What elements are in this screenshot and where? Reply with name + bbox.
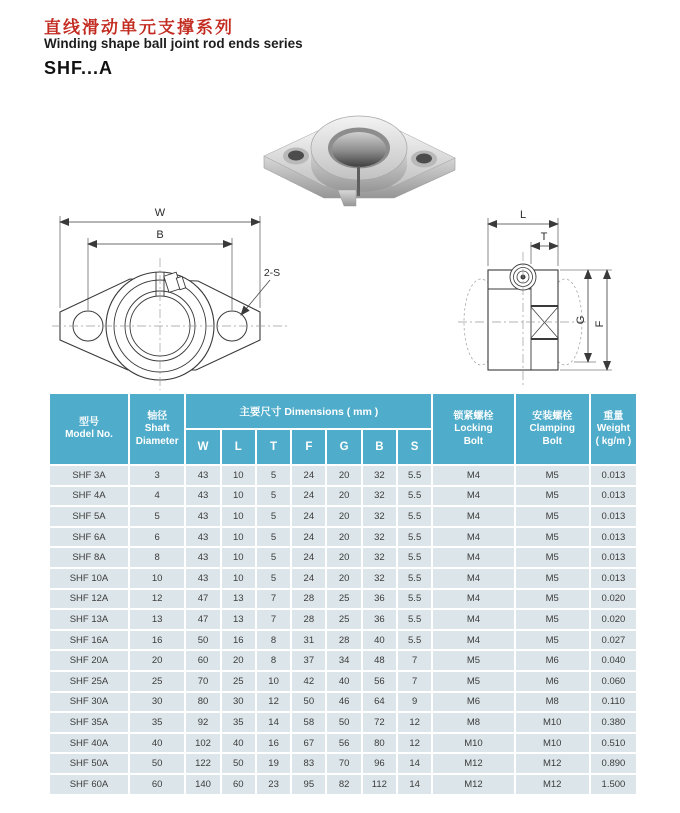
table-row bbox=[49, 630, 637, 651]
table-row bbox=[49, 609, 637, 630]
cell-shaft: 10 bbox=[129, 568, 185, 589]
cell-g: 20 bbox=[326, 547, 361, 568]
cell-g: 25 bbox=[326, 609, 361, 630]
cell-f: 24 bbox=[291, 506, 326, 527]
cell-weight: 0.060 bbox=[590, 671, 637, 692]
cell-l: 35 bbox=[221, 712, 256, 733]
cell-f: 42 bbox=[291, 671, 326, 692]
cell-f: 28 bbox=[291, 589, 326, 610]
front-view-drawing bbox=[50, 200, 294, 392]
cell-s: 5.5 bbox=[397, 465, 432, 486]
cell-t: 5 bbox=[256, 506, 291, 527]
cell-shaft: 8 bbox=[129, 547, 185, 568]
bolt-hole-right-bore bbox=[416, 154, 432, 164]
cell-b: 32 bbox=[362, 465, 397, 486]
table-row bbox=[49, 465, 637, 486]
cell-model: SHF 60A bbox=[49, 774, 129, 795]
cell-b: 40 bbox=[362, 630, 397, 651]
cell-model: SHF 4A bbox=[49, 486, 129, 507]
cell-clamping: M8 bbox=[515, 692, 590, 713]
cell-model: SHF 6A bbox=[49, 527, 129, 548]
cell-f: 31 bbox=[291, 630, 326, 651]
cell-l: 25 bbox=[221, 671, 256, 692]
cell-g: 46 bbox=[326, 692, 361, 713]
cell-g: 20 bbox=[326, 486, 361, 507]
col-header-weight-en2: ( kg/m ) bbox=[595, 435, 632, 447]
cell-clamping: M10 bbox=[515, 733, 590, 754]
col-header-clamping-en1: Clamping bbox=[529, 423, 575, 434]
cell-t: 5 bbox=[256, 527, 291, 548]
cell-weight: 0.013 bbox=[590, 568, 637, 589]
cell-shaft: 50 bbox=[129, 753, 185, 774]
cell-l: 10 bbox=[221, 547, 256, 568]
series-code: SHF...A bbox=[44, 58, 114, 78]
cell-s: 7 bbox=[397, 650, 432, 671]
cell-locking: M8 bbox=[432, 712, 514, 733]
cell-model: SHF 10A bbox=[49, 568, 129, 589]
cell-b: 32 bbox=[362, 506, 397, 527]
cell-model: SHF 20A bbox=[49, 650, 129, 671]
cell-f: 24 bbox=[291, 527, 326, 548]
cell-t: 8 bbox=[256, 630, 291, 651]
table-row bbox=[49, 486, 637, 507]
cell-s: 12 bbox=[397, 712, 432, 733]
col-header-shaft-en1: Shaft bbox=[144, 423, 170, 434]
cell-t: 7 bbox=[256, 609, 291, 630]
cell-s: 5.5 bbox=[397, 568, 432, 589]
cell-t: 5 bbox=[256, 547, 291, 568]
cell-g: 50 bbox=[326, 712, 361, 733]
cell-shaft: 3 bbox=[129, 465, 185, 486]
cell-w: 47 bbox=[185, 609, 220, 630]
cell-l: 10 bbox=[221, 568, 256, 589]
cell-b: 80 bbox=[362, 733, 397, 754]
cell-locking: M4 bbox=[432, 589, 514, 610]
cell-model: SHF 13A bbox=[49, 609, 129, 630]
cell-weight: 0.020 bbox=[590, 609, 637, 630]
cell-weight: 0.013 bbox=[590, 547, 637, 568]
dim-label-g: G bbox=[575, 315, 587, 325]
table-row bbox=[49, 547, 637, 568]
col-header-clamping-en2: Bolt bbox=[542, 435, 562, 447]
cell-f: 95 bbox=[291, 774, 326, 795]
cell-b: 48 bbox=[362, 650, 397, 671]
cell-t: 10 bbox=[256, 671, 291, 692]
cell-w: 43 bbox=[185, 527, 220, 548]
table-row bbox=[49, 733, 637, 754]
col-header-shaft-zh: 轴径 bbox=[147, 411, 168, 422]
cell-shaft: 16 bbox=[129, 630, 185, 651]
cell-clamping: M12 bbox=[515, 774, 590, 795]
cell-weight: 0.510 bbox=[590, 733, 637, 754]
col-header-shaft-en2: Diameter bbox=[135, 435, 179, 447]
col-header-clamping-zh: 安装螺栓 bbox=[532, 411, 573, 422]
cell-g: 40 bbox=[326, 671, 361, 692]
cell-b: 32 bbox=[362, 486, 397, 507]
dim-label-t: T bbox=[540, 231, 548, 243]
cell-model: SHF 25A bbox=[49, 671, 129, 692]
cell-weight: 0.040 bbox=[590, 650, 637, 671]
cell-l: 10 bbox=[221, 486, 256, 507]
cell-model: SHF 3A bbox=[49, 465, 129, 486]
cell-s: 5.5 bbox=[397, 506, 432, 527]
cell-l: 60 bbox=[221, 774, 256, 795]
col-header-g: G bbox=[326, 429, 361, 465]
cell-b: 112 bbox=[362, 774, 397, 795]
cell-l: 10 bbox=[221, 506, 256, 527]
cell-clamping: M5 bbox=[515, 630, 590, 651]
cell-locking: M10 bbox=[432, 733, 514, 754]
cell-s: 5.5 bbox=[397, 486, 432, 507]
cell-w: 43 bbox=[185, 547, 220, 568]
cell-shaft: 40 bbox=[129, 733, 185, 754]
cell-w: 43 bbox=[185, 568, 220, 589]
cell-model: SHF 35A bbox=[49, 712, 129, 733]
cell-weight: 1.500 bbox=[590, 774, 637, 795]
col-header-b: B bbox=[362, 429, 397, 465]
dim-label-f: F bbox=[594, 320, 606, 328]
cell-l: 16 bbox=[221, 630, 256, 651]
cell-g: 56 bbox=[326, 733, 361, 754]
col-header-l: L bbox=[221, 429, 256, 465]
cell-t: 19 bbox=[256, 753, 291, 774]
cell-locking: M12 bbox=[432, 774, 514, 795]
cell-b: 64 bbox=[362, 692, 397, 713]
cell-clamping: M10 bbox=[515, 712, 590, 733]
cell-w: 102 bbox=[185, 733, 220, 754]
cell-weight: 0.890 bbox=[590, 753, 637, 774]
cell-shaft: 20 bbox=[129, 650, 185, 671]
cell-t: 7 bbox=[256, 589, 291, 610]
cell-g: 20 bbox=[326, 506, 361, 527]
cell-shaft: 25 bbox=[129, 671, 185, 692]
cell-w: 43 bbox=[185, 486, 220, 507]
hole-callout-label: 2-S bbox=[263, 267, 281, 279]
cell-shaft: 12 bbox=[129, 589, 185, 610]
cell-g: 28 bbox=[326, 630, 361, 651]
cell-model: SHF 40A bbox=[49, 733, 129, 754]
dim-label-l: L bbox=[519, 209, 527, 221]
page-title-chinese: 直线滑动单元支撑系列 bbox=[44, 18, 234, 37]
table-row bbox=[49, 692, 637, 713]
cell-w: 122 bbox=[185, 753, 220, 774]
front-view-svg bbox=[50, 200, 294, 392]
cell-model: SHF 5A bbox=[49, 506, 129, 527]
bolt-hole-left-bore bbox=[288, 151, 304, 161]
cell-locking: M4 bbox=[432, 486, 514, 507]
cell-locking: M4 bbox=[432, 465, 514, 486]
cell-s: 14 bbox=[397, 774, 432, 795]
cell-s: 5.5 bbox=[397, 589, 432, 610]
col-header-w: W bbox=[185, 429, 220, 465]
col-header-clamping-bolt bbox=[515, 393, 590, 465]
product-photo bbox=[252, 86, 467, 214]
cell-t: 5 bbox=[256, 486, 291, 507]
cell-locking: M4 bbox=[432, 568, 514, 589]
col-header-weight bbox=[590, 393, 637, 465]
cell-f: 67 bbox=[291, 733, 326, 754]
cell-g: 82 bbox=[326, 774, 361, 795]
cell-w: 43 bbox=[185, 465, 220, 486]
table-row bbox=[49, 671, 637, 692]
cell-clamping: M5 bbox=[515, 568, 590, 589]
col-header-f: F bbox=[291, 429, 326, 465]
cell-weight: 0.020 bbox=[590, 589, 637, 610]
cell-f: 37 bbox=[291, 650, 326, 671]
cell-clamping: M6 bbox=[515, 650, 590, 671]
cell-f: 24 bbox=[291, 547, 326, 568]
cell-w: 80 bbox=[185, 692, 220, 713]
cell-weight: 0.013 bbox=[590, 465, 637, 486]
cell-model: SHF 16A bbox=[49, 630, 129, 651]
table-row bbox=[49, 774, 637, 795]
cell-locking: M6 bbox=[432, 692, 514, 713]
col-header-s: S bbox=[397, 429, 432, 465]
col-header-weight-zh: 重量 bbox=[603, 411, 624, 422]
cell-locking: M4 bbox=[432, 630, 514, 651]
table-row bbox=[49, 589, 637, 610]
cell-weight: 0.027 bbox=[590, 630, 637, 651]
cell-shaft: 5 bbox=[129, 506, 185, 527]
cell-s: 5.5 bbox=[397, 527, 432, 548]
cell-g: 70 bbox=[326, 753, 361, 774]
table-row bbox=[49, 712, 637, 733]
cell-s: 9 bbox=[397, 692, 432, 713]
cell-g: 25 bbox=[326, 589, 361, 610]
cell-weight: 0.013 bbox=[590, 486, 637, 507]
cell-t: 5 bbox=[256, 568, 291, 589]
cell-w: 60 bbox=[185, 650, 220, 671]
cell-locking: M5 bbox=[432, 671, 514, 692]
side-view-drawing bbox=[450, 200, 642, 392]
cell-g: 20 bbox=[326, 527, 361, 548]
cell-s: 5.5 bbox=[397, 609, 432, 630]
cell-s: 14 bbox=[397, 753, 432, 774]
cell-l: 20 bbox=[221, 650, 256, 671]
cell-w: 92 bbox=[185, 712, 220, 733]
cell-b: 56 bbox=[362, 671, 397, 692]
cell-clamping: M5 bbox=[515, 465, 590, 486]
cell-shaft: 30 bbox=[129, 692, 185, 713]
cell-l: 40 bbox=[221, 733, 256, 754]
table-row bbox=[49, 568, 637, 589]
cell-weight: 0.013 bbox=[590, 506, 637, 527]
table-row bbox=[49, 650, 637, 671]
cell-shaft: 4 bbox=[129, 486, 185, 507]
page-title-english: Winding shape ball joint rod ends series bbox=[44, 36, 303, 51]
cell-clamping: M12 bbox=[515, 753, 590, 774]
cell-locking: M4 bbox=[432, 527, 514, 548]
cell-locking: M12 bbox=[432, 753, 514, 774]
cell-locking: M4 bbox=[432, 609, 514, 630]
cell-s: 5.5 bbox=[397, 547, 432, 568]
side-view-svg bbox=[450, 200, 642, 392]
col-header-locking-en1: Locking bbox=[454, 423, 493, 434]
cell-b: 72 bbox=[362, 712, 397, 733]
cell-f: 83 bbox=[291, 753, 326, 774]
cell-f: 24 bbox=[291, 486, 326, 507]
table-row bbox=[49, 506, 637, 527]
cell-w: 47 bbox=[185, 589, 220, 610]
dim-label-b: B bbox=[156, 229, 164, 241]
cell-s: 12 bbox=[397, 733, 432, 754]
cell-l: 13 bbox=[221, 609, 256, 630]
cell-l: 30 bbox=[221, 692, 256, 713]
cell-l: 10 bbox=[221, 465, 256, 486]
cell-t: 5 bbox=[256, 465, 291, 486]
cell-weight: 0.013 bbox=[590, 527, 637, 548]
cell-w: 50 bbox=[185, 630, 220, 651]
cell-clamping: M5 bbox=[515, 589, 590, 610]
col-header-locking-bolt bbox=[432, 393, 514, 465]
cell-t: 23 bbox=[256, 774, 291, 795]
cell-l: 10 bbox=[221, 527, 256, 548]
cell-model: SHF 8A bbox=[49, 547, 129, 568]
cell-g: 20 bbox=[326, 568, 361, 589]
cell-f: 24 bbox=[291, 465, 326, 486]
col-header-model-zh: 型号 bbox=[78, 417, 99, 429]
cell-t: 16 bbox=[256, 733, 291, 754]
cell-model: SHF 30A bbox=[49, 692, 129, 713]
cell-s: 5.5 bbox=[397, 630, 432, 651]
cell-t: 12 bbox=[256, 692, 291, 713]
cell-w: 140 bbox=[185, 774, 220, 795]
cell-l: 13 bbox=[221, 589, 256, 610]
cell-b: 36 bbox=[362, 609, 397, 630]
cell-shaft: 13 bbox=[129, 609, 185, 630]
cell-locking: M4 bbox=[432, 547, 514, 568]
table-body bbox=[49, 465, 637, 795]
cell-b: 32 bbox=[362, 527, 397, 548]
cell-clamping: M5 bbox=[515, 486, 590, 507]
cell-shaft: 35 bbox=[129, 712, 185, 733]
cell-g: 34 bbox=[326, 650, 361, 671]
col-header-weight-en1: Weight bbox=[596, 423, 630, 434]
col-header-shaft-diameter bbox=[129, 393, 185, 465]
cell-weight: 0.110 bbox=[590, 692, 637, 713]
clamp-slit bbox=[357, 166, 360, 196]
table-row bbox=[49, 753, 637, 774]
cell-shaft: 6 bbox=[129, 527, 185, 548]
col-header-t: T bbox=[256, 429, 291, 465]
cell-weight: 0.380 bbox=[590, 712, 637, 733]
cell-f: 24 bbox=[291, 568, 326, 589]
col-header-locking-en2: Bolt bbox=[463, 435, 484, 447]
product-photo-svg bbox=[252, 86, 467, 214]
cell-l: 50 bbox=[221, 753, 256, 774]
cell-clamping: M5 bbox=[515, 527, 590, 548]
cell-clamping: M5 bbox=[515, 547, 590, 568]
cell-clamping: M6 bbox=[515, 671, 590, 692]
cell-b: 36 bbox=[362, 589, 397, 610]
cell-w: 43 bbox=[185, 506, 220, 527]
cell-w: 70 bbox=[185, 671, 220, 692]
col-header-model-en: Model No. bbox=[65, 429, 113, 441]
cell-model: SHF 12A bbox=[49, 589, 129, 610]
cell-clamping: M5 bbox=[515, 609, 590, 630]
dimensions-table bbox=[48, 392, 638, 796]
cell-t: 14 bbox=[256, 712, 291, 733]
cell-b: 96 bbox=[362, 753, 397, 774]
cell-locking: M5 bbox=[432, 650, 514, 671]
dim-label-w: W bbox=[154, 207, 166, 219]
bore-interior bbox=[332, 132, 386, 167]
cell-f: 50 bbox=[291, 692, 326, 713]
col-header-locking-zh: 锁紧螺栓 bbox=[453, 411, 494, 422]
cell-b: 32 bbox=[362, 568, 397, 589]
table-row bbox=[49, 527, 637, 548]
cell-f: 28 bbox=[291, 609, 326, 630]
cell-b: 32 bbox=[362, 547, 397, 568]
cell-f: 58 bbox=[291, 712, 326, 733]
cell-shaft: 60 bbox=[129, 774, 185, 795]
cell-s: 7 bbox=[397, 671, 432, 692]
cell-t: 8 bbox=[256, 650, 291, 671]
cell-locking: M4 bbox=[432, 506, 514, 527]
cell-g: 20 bbox=[326, 465, 361, 486]
col-header-dimensions-group: 主要尺寸 Dimensions ( mm ) bbox=[185, 393, 432, 429]
col-header-model bbox=[49, 393, 129, 465]
cell-clamping: M5 bbox=[515, 506, 590, 527]
cell-model: SHF 50A bbox=[49, 753, 129, 774]
